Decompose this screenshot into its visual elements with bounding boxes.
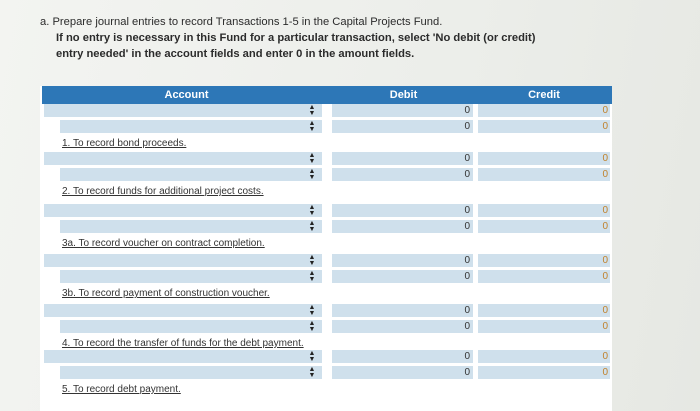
account-select[interactable]	[44, 350, 322, 364]
debit-value: 0	[464, 121, 470, 132]
updown-chevron-icon: ▲ ▼	[308, 104, 316, 117]
credit-value: 0	[602, 271, 608, 282]
credit-input[interactable]	[478, 204, 610, 218]
debit-input[interactable]	[332, 220, 473, 234]
credit-input[interactable]	[478, 152, 610, 166]
journal-entry-row	[40, 270, 612, 284]
journal-entry-row	[40, 320, 612, 334]
journal-table	[40, 86, 612, 411]
updown-chevron-icon: ▲ ▼	[308, 152, 316, 165]
updown-chevron-icon: ▲ ▼	[308, 320, 316, 333]
credit-input[interactable]	[478, 254, 610, 268]
credit-value: 0	[602, 221, 608, 232]
journal-entry-row	[40, 104, 612, 118]
transaction-label: 2. To record funds for additional project costs.	[62, 186, 264, 197]
updown-chevron-icon: ▲ ▼	[308, 366, 316, 379]
debit-input[interactable]	[332, 366, 473, 380]
transaction-label: 3b. To record payment of construction voucher.	[62, 288, 270, 299]
instruction-emphasis	[40, 30, 650, 62]
instruction-line-3: entry needed' in the account fields and enter 0 in the amount fields.	[56, 48, 415, 60]
debit-value: 0	[464, 351, 470, 362]
credit-value: 0	[602, 169, 608, 180]
journal-entry-row	[40, 254, 612, 268]
debit-input[interactable]	[332, 104, 473, 118]
debit-input[interactable]	[332, 152, 473, 166]
debit-input[interactable]	[332, 320, 473, 334]
account-select[interactable]	[44, 254, 322, 268]
debit-input[interactable]	[332, 270, 473, 284]
debit-value: 0	[464, 271, 470, 282]
debit-input[interactable]	[332, 168, 473, 182]
account-select[interactable]	[60, 168, 322, 182]
account-select[interactable]	[60, 320, 322, 334]
account-select[interactable]	[44, 104, 322, 118]
account-select[interactable]	[60, 366, 322, 380]
debit-input[interactable]	[332, 350, 473, 364]
credit-value: 0	[602, 367, 608, 378]
credit-input[interactable]	[478, 366, 610, 380]
transaction-label: 5. To record debt payment.	[62, 384, 181, 395]
journal-entry-row	[40, 350, 612, 364]
instruction-line-2: If no entry is necessary in this Fund for a particular transaction, select 'No debit (or credit)	[56, 32, 536, 44]
updown-chevron-icon: ▲ ▼	[308, 254, 316, 267]
credit-value: 0	[602, 305, 608, 316]
credit-value: 0	[602, 255, 608, 266]
account-header: Account	[42, 86, 331, 104]
debit-input[interactable]	[332, 120, 473, 134]
transaction-label: 3a. To record voucher on contract completion.	[62, 238, 265, 249]
updown-chevron-icon: ▲ ▼	[308, 270, 316, 283]
credit-input[interactable]	[478, 120, 610, 134]
credit-value: 0	[602, 105, 608, 116]
debit-value: 0	[464, 169, 470, 180]
credit-input[interactable]	[478, 220, 610, 234]
journal-entry-row	[40, 168, 612, 182]
debit-value: 0	[464, 321, 470, 332]
account-select[interactable]	[60, 120, 322, 134]
journal-entry-row	[40, 304, 612, 318]
credit-header: Credit	[476, 86, 612, 104]
debit-input[interactable]	[332, 254, 473, 268]
updown-chevron-icon: ▲ ▼	[308, 304, 316, 317]
account-select[interactable]	[44, 204, 322, 218]
instructions	[40, 14, 650, 62]
journal-entry-row	[40, 220, 612, 234]
credit-value: 0	[602, 205, 608, 216]
transaction-label: 1. To record bond proceeds.	[62, 138, 187, 149]
transaction-label: 4. To record the transfer of funds for the debt payment.	[62, 338, 304, 349]
journal-entry-row	[40, 152, 612, 166]
debit-value: 0	[464, 367, 470, 378]
debit-input[interactable]	[332, 304, 473, 318]
credit-value: 0	[602, 351, 608, 362]
account-select[interactable]	[44, 152, 322, 166]
credit-value: 0	[602, 121, 608, 132]
credit-input[interactable]	[478, 168, 610, 182]
credit-value: 0	[602, 153, 608, 164]
account-select[interactable]	[44, 304, 322, 318]
updown-chevron-icon: ▲ ▼	[308, 350, 316, 363]
instruction-line-1: a. Prepare journal entries to record Transactions 1-5 in the Capital Projects Fund.	[40, 16, 443, 28]
updown-chevron-icon: ▲ ▼	[308, 168, 316, 181]
credit-input[interactable]	[478, 104, 610, 118]
account-select[interactable]	[60, 270, 322, 284]
credit-input[interactable]	[478, 320, 610, 334]
journal-entry-row	[40, 366, 612, 380]
debit-value: 0	[464, 205, 470, 216]
credit-input[interactable]	[478, 350, 610, 364]
debit-value: 0	[464, 305, 470, 316]
debit-value: 0	[464, 255, 470, 266]
debit-value: 0	[464, 105, 470, 116]
credit-input[interactable]	[478, 304, 610, 318]
journal-entry-row	[40, 120, 612, 134]
updown-chevron-icon: ▲ ▼	[308, 120, 316, 133]
credit-value: 0	[602, 321, 608, 332]
updown-chevron-icon: ▲ ▼	[308, 220, 316, 233]
debit-input[interactable]	[332, 204, 473, 218]
debit-header: Debit	[331, 86, 476, 104]
updown-chevron-icon: ▲ ▼	[308, 204, 316, 217]
credit-input[interactable]	[478, 270, 610, 284]
debit-value: 0	[464, 221, 470, 232]
account-select[interactable]	[60, 220, 322, 234]
debit-value: 0	[464, 153, 470, 164]
journal-entry-row	[40, 204, 612, 218]
